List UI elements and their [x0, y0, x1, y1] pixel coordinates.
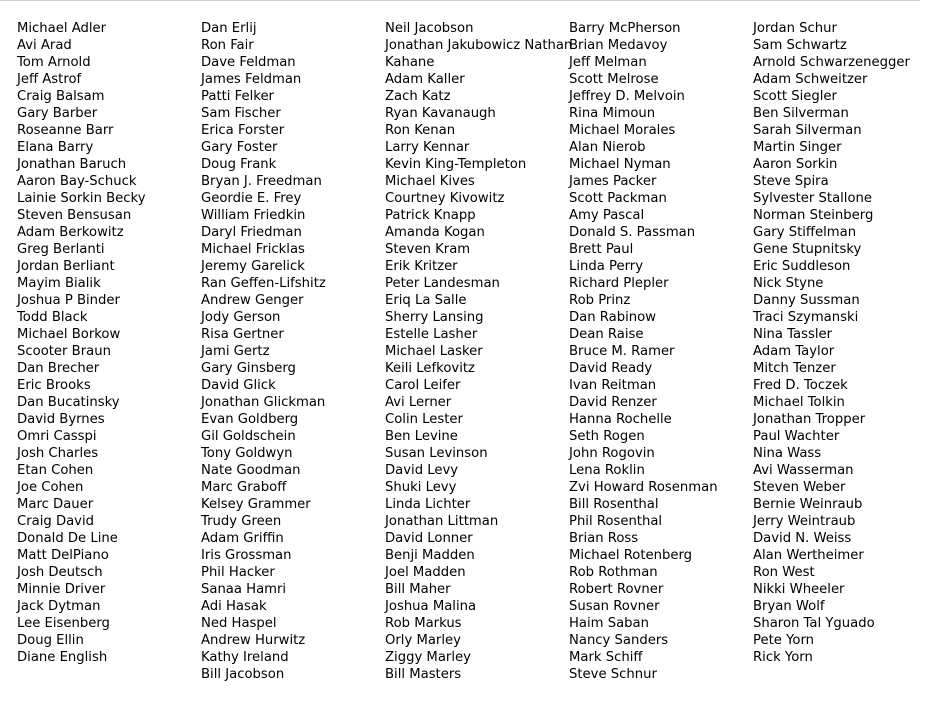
name-entry: Sylvester Stallone	[753, 191, 873, 206]
name-entry: Michael Adler	[17, 21, 107, 36]
name-entry: Michael Rotenberg	[569, 548, 693, 563]
name-entry: Steve Schnur	[569, 667, 657, 682]
name-entry: Donald De Line	[17, 531, 118, 546]
name-entry: Kathy Ireland	[201, 650, 289, 665]
name-entry: Michael Nyman	[569, 157, 671, 172]
name-entry: Tom Arnold	[17, 55, 91, 70]
name-entry: Scooter Braun	[17, 344, 111, 359]
name-entry: Jordan Schur	[753, 21, 837, 36]
name-entry: Jonathan Glickman	[201, 395, 326, 410]
name-entry: Nina Wass	[753, 446, 822, 461]
name-entry: Risa Gertner	[201, 327, 284, 342]
name-entry: Matt DelPiano	[17, 548, 109, 563]
name-entry: Adam Taylor	[753, 344, 835, 359]
name-entry: Craig Balsam	[17, 89, 105, 104]
name-entry: Ran Geffen-Lifshitz	[201, 276, 326, 291]
name-entry: Jeff Astrof	[17, 72, 82, 87]
name-entry: Ivan Reitman	[569, 378, 657, 393]
name-entry: Dan Rabinow	[569, 310, 656, 325]
name-entry: Nikki Wheeler	[753, 582, 845, 597]
name-entry: Phil Rosenthal	[569, 514, 663, 529]
name-entry: Steven Kram	[385, 242, 471, 257]
name-entry: Daryl Friedman	[201, 225, 302, 240]
name-entry: Estelle Lasher	[385, 327, 478, 342]
name-entry: Kevin King-Templeton	[385, 157, 527, 172]
name-entry: David Glick	[201, 378, 276, 393]
name-entry: Steve Spira	[753, 174, 829, 189]
name-entry: Gil Goldschein	[201, 429, 296, 444]
name-entry: Seth Rogen	[569, 429, 645, 444]
name-entry: Jack Dytman	[17, 599, 101, 614]
name-entry: Nina Tassler	[753, 327, 833, 342]
name-entry: Donald S. Passman	[569, 225, 696, 240]
name-entry: Eriq La Salle	[385, 293, 467, 308]
name-entry: Trudy Green	[201, 514, 282, 529]
name-entry: Arnold Schwarzenegger	[753, 55, 910, 70]
name-entry: Michael Kives	[385, 174, 475, 189]
name-entry: Brian Ross	[569, 531, 639, 546]
name-entry: Keili Lefkovitz	[385, 361, 475, 376]
name-entry: Adam Griffin	[201, 531, 284, 546]
name-entry: Marc Graboff	[201, 480, 287, 495]
name-entry: Etan Cohen	[17, 463, 94, 478]
name-entry: John Rogovin	[569, 446, 655, 461]
name-entry: Andrew Hurwitz	[201, 633, 306, 648]
name-entry: Craig David	[17, 514, 95, 529]
name-entry: Traci Szymanski	[753, 310, 859, 325]
name-entry: Michael Borkow	[17, 327, 121, 342]
name-entry: Ziggy Marley	[385, 650, 471, 665]
name-entry: Adam Schweitzer	[753, 72, 868, 87]
name-entry: Martin Singer	[753, 140, 842, 155]
name-entry: Jody Gerson	[201, 310, 281, 325]
name-entry: Rob Rothman	[569, 565, 658, 580]
name-entry: Ron Fair	[201, 38, 254, 53]
name-entry: Zvi Howard Rosenman	[569, 480, 718, 495]
name-entry: David Renzer	[569, 395, 657, 410]
name-entry: Haim Saban	[569, 616, 649, 631]
name-entry: Phil Hacker	[201, 565, 275, 580]
name-entry: Elana Barry	[17, 140, 94, 155]
name-entry: Bruce M. Ramer	[569, 344, 675, 359]
name-entry: Amy Pascal	[569, 208, 645, 223]
name-entry: Patrick Knapp	[385, 208, 476, 223]
name-entry: Bill Rosenthal	[569, 497, 659, 512]
name-entry: Gary Ginsberg	[201, 361, 296, 376]
name-entry: Scott Melrose	[569, 72, 659, 87]
name-entry: Jerry Weintraub	[753, 514, 856, 529]
name-entry: Adam Kaller	[385, 72, 465, 87]
name-entry: Susan Rovner	[569, 599, 660, 614]
name-entry: David Lonner	[385, 531, 473, 546]
name-entry: Jonathan Tropper	[753, 412, 866, 427]
name-entry: Sarah Silverman	[753, 123, 862, 138]
name-entry: Brian Medavoy	[569, 38, 668, 53]
name-entry: Tony Goldwyn	[201, 446, 293, 461]
name-entry: Richard Plepler	[569, 276, 669, 291]
name-entry: Avi Arad	[17, 38, 72, 53]
name-entry: Robert Rovner	[569, 582, 664, 597]
name-entry: Gary Stiffelman	[753, 225, 857, 240]
name-entry: Steven Bensusan	[17, 208, 132, 223]
name-entry: Todd Black	[17, 310, 88, 325]
name-entry: Joe Cohen	[17, 480, 84, 495]
name-entry: Geordie E. Frey	[201, 191, 302, 206]
name-entry: Neil Jacobson	[385, 21, 474, 36]
name-entry: Pete Yorn	[753, 633, 814, 648]
name-entry: Erik Kritzer	[385, 259, 458, 274]
name-entry: Carol Leifer	[385, 378, 461, 393]
name-entry: Eric Brooks	[17, 378, 91, 393]
name-entry: Adi Hasak	[201, 599, 267, 614]
name-entry: Joel Madden	[385, 565, 466, 580]
name-entry: Evan Goldberg	[201, 412, 299, 427]
name-entry: Avi Wasserman	[753, 463, 854, 478]
name-entry: Bryan J. Freedman	[201, 174, 322, 189]
name-entry: Erica Forster	[201, 123, 285, 138]
name-entry: Mark Schiff	[569, 650, 643, 665]
name-entry: Marc Dauer	[17, 497, 94, 512]
name-entry: Sanaa Hamri	[201, 582, 287, 597]
name-entry: Brett Paul	[569, 242, 634, 257]
name-entry: Fred D. Toczek	[753, 378, 848, 393]
name-entry: Scott Packman	[569, 191, 667, 206]
name-entry: Rick Yorn	[753, 650, 813, 665]
name-entry: Iris Grossman	[201, 548, 292, 563]
name-entry: Paul Wachter	[753, 429, 840, 444]
name-entry: Nate Goodman	[201, 463, 301, 478]
name-entry: Courtney Kivowitz	[385, 191, 505, 206]
name-entry: Rob Markus	[385, 616, 462, 631]
name-entry: Linda Lichter	[385, 497, 471, 512]
name-entry: Doug Ellin	[17, 633, 84, 648]
name-column-5	[753, 20, 927, 666]
name-entry: Dave Feldman	[201, 55, 296, 70]
name-entry: Bill Maher	[385, 582, 451, 597]
name-entry: Sam Fischer	[201, 106, 281, 121]
name-entry: Zach Katz	[385, 89, 451, 104]
name-entry: Aaron Bay-Schuck	[17, 174, 137, 189]
name-entry: Ben Levine	[385, 429, 458, 444]
name-entry: Joshua P Binder	[17, 293, 120, 308]
name-column-2	[201, 20, 385, 683]
name-entry: Joshua Malina	[385, 599, 477, 614]
name-column-3	[385, 20, 573, 683]
name-entry: Rina Mimoun	[569, 106, 656, 121]
name-entry: Josh Charles	[17, 446, 99, 461]
name-entry: Peter Landesman	[385, 276, 500, 291]
name-entry: Linda Perry	[569, 259, 644, 274]
name-entry: Mitch Tenzer	[753, 361, 836, 376]
name-entry: Avi Lerner	[385, 395, 452, 410]
name-entry: Gary Barber	[17, 106, 98, 121]
name-entry: Nancy Sanders	[569, 633, 669, 648]
name-entry: Bill Masters	[385, 667, 462, 682]
name-entry: Ned Haspel	[201, 616, 277, 631]
name-entry: Shuki Levy	[385, 480, 457, 495]
name-entry: Gary Foster	[201, 140, 278, 155]
name-entry: Dan Erlij	[201, 21, 257, 36]
name-entry: Kelsey Grammer	[201, 497, 311, 512]
name-entry: Michael Fricklas	[201, 242, 305, 257]
name-entry: Hanna Rochelle	[569, 412, 672, 427]
name-entry: Aaron Sorkin	[753, 157, 838, 172]
name-entry: David Ready	[569, 361, 653, 376]
name-entry: Omri Casspi	[17, 429, 97, 444]
name-entry: Amanda Kogan	[385, 225, 485, 240]
name-entry: Dan Bucatinsky	[17, 395, 120, 410]
name-entry: Patti Felker	[201, 89, 274, 104]
name-entry: Rob Prinz	[569, 293, 631, 308]
name-entry: Scott Siegler	[753, 89, 837, 104]
name-entry: Roseanne Barr	[17, 123, 114, 138]
name-entry: Benji Madden	[385, 548, 475, 563]
name-entry: Jordan Berliant	[17, 259, 115, 274]
name-entry: Ron West	[753, 565, 815, 580]
name-entry: Andrew Genger	[201, 293, 304, 308]
name-entry: Michael Lasker	[385, 344, 483, 359]
name-entry: Ron Kenan	[385, 123, 456, 138]
name-entry: Eric Suddleson	[753, 259, 851, 274]
name-entry: Doug Frank	[201, 157, 277, 172]
name-entry: Jonathan Baruch	[17, 157, 127, 172]
name-entry: Larry Kennar	[385, 140, 470, 155]
name-entry: Jeff Melman	[569, 55, 647, 70]
name-column-1	[17, 20, 201, 666]
name-entry: Lena Roklin	[569, 463, 645, 478]
name-entry: Lee Eisenberg	[17, 616, 110, 631]
name-entry: Colin Lester	[385, 412, 463, 427]
name-entry: Barry McPherson	[569, 21, 681, 36]
name-entry: Michael Tolkin	[753, 395, 845, 410]
name-entry: William Friedkin	[201, 208, 306, 223]
name-entry: Sam Schwartz	[753, 38, 847, 53]
name-entry: David N. Weiss	[753, 531, 852, 546]
name-entry: Lainie Sorkin Becky	[17, 191, 146, 206]
name-entry: Orly Marley	[385, 633, 461, 648]
name-entry: Alan Nierob	[569, 140, 646, 155]
name-entry: Jonathan Littman	[385, 514, 499, 529]
name-entry: Ben Silverman	[753, 106, 849, 121]
name-entry: Sherry Lansing	[385, 310, 484, 325]
name-entry: Jami Gertz	[201, 344, 270, 359]
name-entry: Danny Sussman	[753, 293, 860, 308]
name-entry: Diane English	[17, 650, 108, 665]
name-entry: Bryan Wolf	[753, 599, 825, 614]
name-entry: Ryan Kavanaugh	[385, 106, 496, 121]
name-entry: Jeremy Garelick	[201, 259, 305, 274]
name-entry: Greg Berlanti	[17, 242, 105, 257]
name-entry: Kahane	[385, 55, 435, 70]
top-divider	[0, 0, 920, 1]
name-entry: Nick Styne	[753, 276, 824, 291]
name-entry: Dan Brecher	[17, 361, 100, 376]
name-column-4	[569, 20, 753, 683]
name-entry: James Feldman	[201, 72, 302, 87]
name-entry: Mayim Bialik	[17, 276, 101, 291]
name-entry: Michael Morales	[569, 123, 676, 138]
name-list	[0, 20, 927, 690]
name-entry: Norman Steinberg	[753, 208, 874, 223]
name-entry: Steven Weber	[753, 480, 846, 495]
name-entry: Jeffrey D. Melvoin	[569, 89, 685, 104]
name-entry: Susan Levinson	[385, 446, 488, 461]
name-entry: Jonathan Jakubowicz Nathan	[385, 38, 573, 53]
name-entry: Minnie Driver	[17, 582, 106, 597]
name-entry: James Packer	[569, 174, 657, 189]
name-entry: David Byrnes	[17, 412, 105, 427]
name-entry: Dean Raise	[569, 327, 644, 342]
name-entry: Josh Deutsch	[17, 565, 103, 580]
name-entry: Bill Jacobson	[201, 667, 285, 682]
name-entry: Sharon Tal Yguado	[753, 616, 875, 631]
name-entry: Bernie Weinraub	[753, 497, 863, 512]
name-entry: Adam Berkowitz	[17, 225, 124, 240]
name-entry: Alan Wertheimer	[753, 548, 864, 563]
name-entry: Gene Stupnitsky	[753, 242, 862, 257]
name-entry: David Levy	[385, 463, 459, 478]
